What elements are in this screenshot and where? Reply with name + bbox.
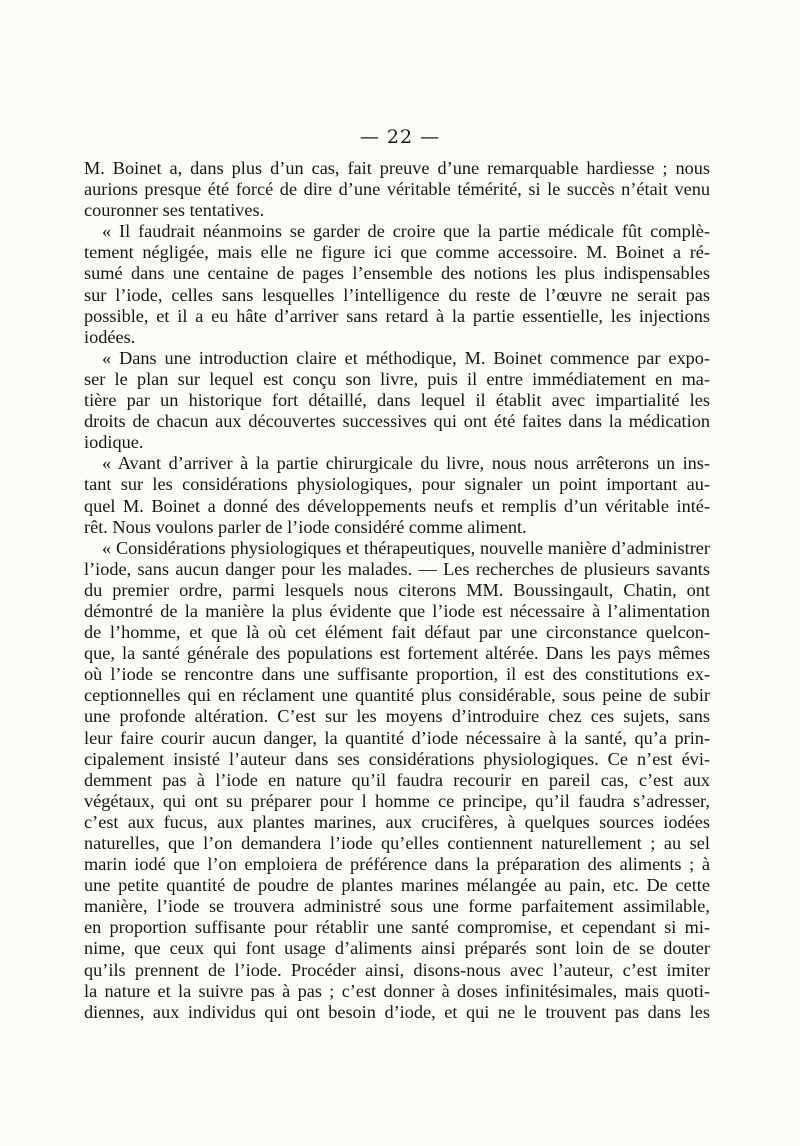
page-number: — 22 — xyxy=(359,126,441,148)
text-line: naturelles, que l’on demandera l’iode qu’elles contiennent naturellement ; au sel xyxy=(84,833,710,853)
text-line: iodées. xyxy=(84,326,136,347)
text-line: possible, et il a eu hâte d’arriver sans retard à la partie essentielle, les injections xyxy=(84,305,710,326)
text-line: du premier ordre, parmi lesquels nous citerons MM. Boussingault, Chatin, ont xyxy=(84,579,710,600)
text-line: c’est aux fucus, aux plantes marines, aux crucifères, à quelques sources iodées xyxy=(84,811,710,832)
text-line: « Dans une introduction claire et méthodique, M. Boinet commence par expo- xyxy=(102,347,710,368)
text-line: tière par un historique fort détaillé, dans lequel il établit avec impartialité les xyxy=(84,390,710,411)
text-line: où l’iode se rencontre dans une suffisante proportion, il est des constitutions ex- xyxy=(84,664,710,685)
text-line: la nature et la suivre pas à pas ; c’est donner à doses infinitésimales, mais quoti- xyxy=(84,980,710,1001)
text-line: leur faire courir aucun danger, la quantité d’iode nécessaire à la santé, qu’a prin- xyxy=(84,727,710,748)
text-line: ceptionnelles qui en réclament une quantité plus considérable, sous peine de subir xyxy=(84,685,710,706)
text-line: cipalement insisté l’auteur dans ses considérations physiologiques. Ce n’est évi- xyxy=(84,748,710,769)
text-line: démontré de la manière la plus évidente que l’iode est nécessaire à l’alimentation xyxy=(84,600,710,621)
text-line: couronner ses tentatives. xyxy=(84,200,265,221)
text-line: marin iodé que l’on emploiera de préférence dans la préparation des aliments ; à xyxy=(84,854,710,875)
text-line: tant sur les considérations physiologiques, pour signaler un point important au- xyxy=(84,474,710,495)
text-line: sur l’iode, celles sans lesquelles l’intelligence du reste de l’œuvre ne serait pas xyxy=(84,284,710,305)
text-line: végétaux, qui ont su préparer pour l homme ce principe, qu’il faudra s’adresser, xyxy=(84,790,710,811)
text-line: diennes, aux individus qui ont besoin d’iode, et qui ne le trouvent pas dans les xyxy=(84,1001,710,1022)
text-line: ser le plan sur lequel est conçu son livre, puis il entre immédiatement en ma- xyxy=(84,368,710,389)
text-line: manière, l’iode se trouvera administré sous une forme parfaitement assimilable, xyxy=(84,896,710,917)
text-line: sumé dans une centaine de pages l’ensemble des notions les plus indispensables xyxy=(84,263,710,284)
text-line: l’iode, sans aucun danger pour les malades. — Les recherches de plusieurs savants xyxy=(84,558,710,579)
text-line: une profonde altération. C’est sur les moyens d’introduire chez ces sujets, sans xyxy=(84,706,710,727)
text-line: droits de chacun aux découvertes successives qui ont été faites dans la médication xyxy=(84,411,710,432)
text-line: une petite quantité de poudre de plantes marines mélangée au pain, etc. De cette xyxy=(84,875,710,896)
text-line: « Avant d’arriver à la partie chirurgicale du livre, nous nous arrêterons un ins- xyxy=(102,453,710,474)
text-line: « Il faudrait néanmoins se garder de croire que la partie médicale fût complè- xyxy=(102,221,710,242)
text-line: que, la santé générale des populations est fortement altérée. Dans les pays mêmes xyxy=(84,643,710,664)
body-text xyxy=(84,158,710,1023)
text-line: iodique. xyxy=(84,432,144,453)
text-line: en proportion suffisante pour rétablir une santé compromise, et cependant si mi- xyxy=(84,917,710,938)
text-line: de l’homme, et que là où cet élément fait défaut par une circonstance quelcon- xyxy=(84,622,710,643)
text-line: quel M. Boinet a donné des développements neufs et remplis d’un véritable inté- xyxy=(84,495,710,516)
text-line: aurions presque été forcé de dire d’une véritable témérité, si le succès n’était venu xyxy=(84,179,710,200)
text-line: qu’ils prennent de l’iode. Procéder ainsi, disons-nous avec l’auteur, c’est imiter xyxy=(84,959,710,980)
text-line: tement négligée, mais elle ne figure ici que comme accessoire. M. Boinet a ré- xyxy=(84,242,710,263)
text-line: demment pas à l’iode en nature qu’il faudra recourir en pareil cas, c’est aux xyxy=(84,769,710,790)
text-line: M. Boinet a, dans plus d’un cas, fait preuve d’une remarquable hardiesse ; nous xyxy=(84,158,710,178)
text-line: rêt. Nous voulons parler de l’iode considéré comme aliment. xyxy=(84,516,527,537)
text-line: « Considérations physiologiques et thérapeutiques, nouvelle manière d’administrer xyxy=(102,537,710,558)
text-line: nime, que ceux qui font usage d’aliments ainsi préparés sont loin de se douter xyxy=(84,938,710,959)
